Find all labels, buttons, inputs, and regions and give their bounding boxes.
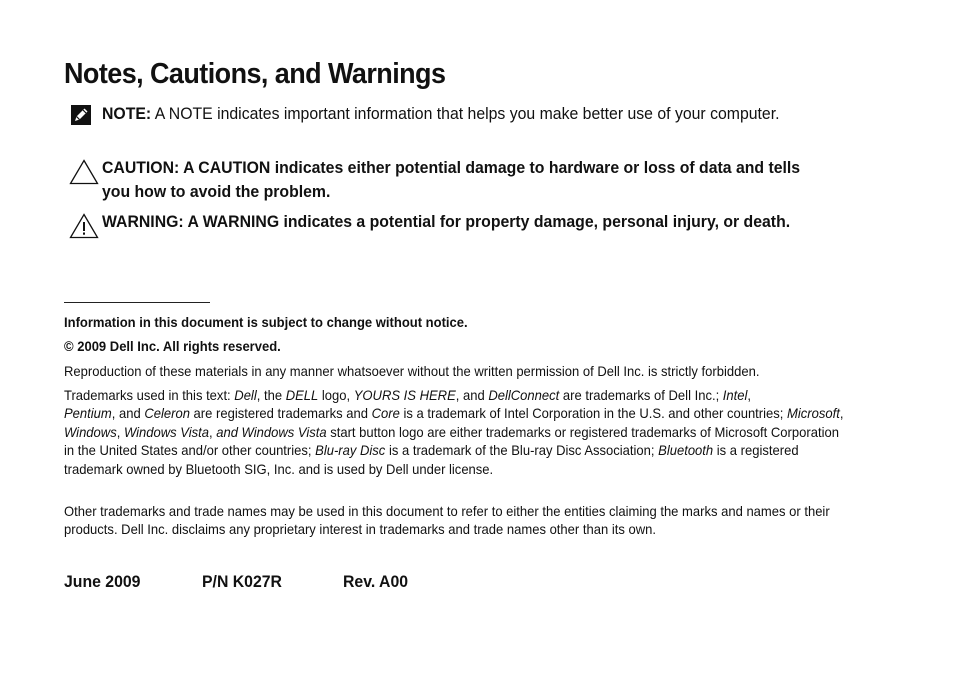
tm-pentium: Pentium: [64, 405, 112, 422]
tm-text: ,: [747, 387, 752, 403]
tm-core: Core: [371, 405, 400, 422]
tm-text: are trademarks of Dell Inc.;: [559, 387, 723, 403]
tm-dell-logo: DELL: [285, 387, 319, 403]
tm-dell: Dell: [234, 387, 257, 403]
footer-part-number: P/N K027R: [202, 572, 282, 591]
change-notice-text: Information in this document is subject to change without notice.: [64, 314, 468, 330]
tm-microsoft: Microsoft: [787, 405, 840, 422]
tm-bluetooth: Bluetooth: [658, 442, 714, 459]
tm-windows: Windows: [64, 423, 117, 440]
trademarks-paragraph: [64, 386, 845, 478]
reproduction-notice: [64, 362, 855, 380]
warning-exclamation-triangle-icon: [69, 213, 99, 244]
tm-text: , and: [111, 405, 145, 422]
caution-body: CAUTION: A CAUTION indicates either potential damage to hardware or loss of data and tells you how to avoid the problem.: [102, 158, 801, 201]
page-title: Notes, Cautions, and Warnings: [64, 58, 446, 90]
copyright-text: © 2009 Dell Inc. All rights reserved.: [64, 338, 281, 354]
tm-text: logo,: [318, 387, 354, 403]
warning-body: WARNING: A WARNING indicates a potential for property damage, personal injury, or death.: [102, 212, 791, 231]
tm-text: are registered trademarks and: [189, 405, 372, 422]
tm-text: is a registered trademark owned by Bluetooth SIG, Inc. and is used by Dell under license.: [64, 442, 799, 477]
note-text: [102, 102, 818, 126]
footer-revision: Rev. A00: [343, 572, 409, 591]
caution-text: [102, 156, 818, 204]
tm-blu-ray: Blu-ray Disc: [315, 442, 386, 459]
tm-windows-vista: Windows Vista: [123, 423, 209, 440]
note-label: NOTE:: [102, 104, 152, 123]
tm-and-windows-vista: and Windows Vista: [216, 423, 327, 440]
footer-date: June 2009: [64, 572, 141, 591]
tm-text: ,: [208, 423, 217, 440]
tm-text: start button logo are either trademarks or registered trademarks of Microsoft Corporation in the United States and/or other countries;: [64, 423, 839, 459]
tm-intel: Intel: [722, 387, 748, 403]
tm-text: ,: [116, 423, 124, 440]
tm-celeron: Celeron: [144, 405, 190, 422]
other-trademarks-text: Other trademarks and trade names may be used in this document to refer to either the entities claiming the marks and names or their products. Dell Inc. disclaims any proprietary interest in trademarks and trade names other than its own.: [64, 503, 830, 538]
tm-text: Trademarks used in this text:: [64, 387, 235, 403]
tm-dellconnect: DellConnect: [488, 387, 560, 403]
tm-text: ,: [839, 405, 844, 422]
tm-text: is a trademark of the Blu-ray Disc Association;: [385, 442, 659, 459]
change-notice: [64, 313, 855, 331]
reproduction-text: Reproduction of these materials in any manner whatsoever without the written permission of Dell Inc. is strictly forbidden.: [64, 363, 760, 379]
tm-text: , the: [256, 387, 286, 403]
note-body: A NOTE indicates important information that helps you make better use of your computer.: [151, 104, 780, 123]
divider: [64, 302, 210, 303]
copyright: [64, 337, 855, 355]
other-trademarks-notice: [64, 502, 845, 539]
tm-yours-is-here: YOURS IS HERE: [353, 387, 456, 403]
note-pencil-icon: [71, 105, 91, 130]
warning-text: [102, 210, 818, 234]
caution-triangle-icon: [69, 159, 99, 190]
tm-text: is a trademark of Intel Corporation in the U.S. and other countries;: [399, 405, 788, 422]
tm-text: , and: [455, 387, 489, 403]
